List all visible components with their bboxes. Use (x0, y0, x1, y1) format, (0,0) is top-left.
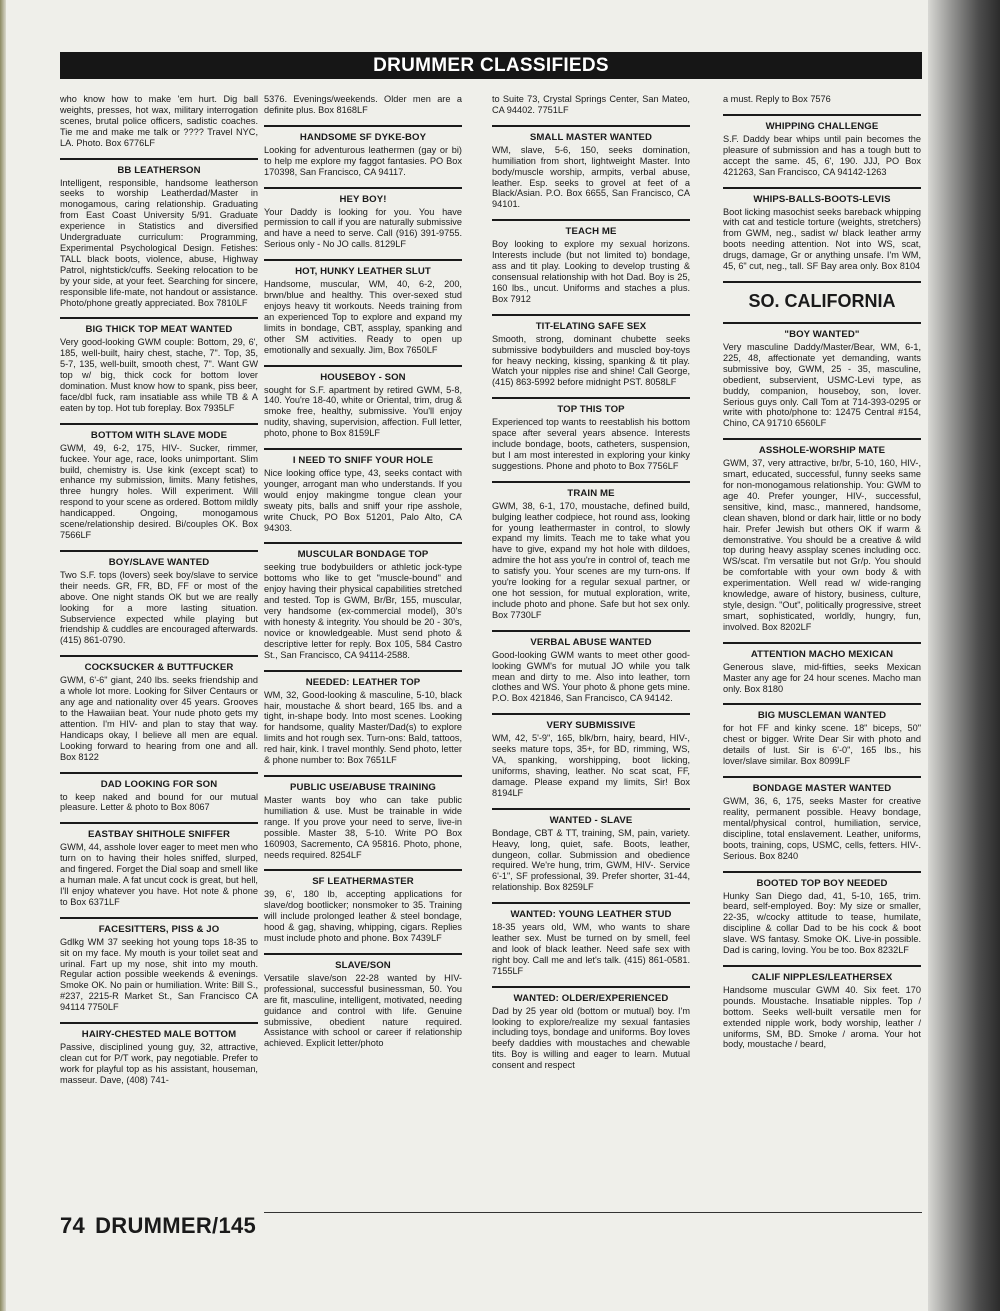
classified-ad (264, 94, 462, 116)
ad-title: I NEED TO SNIFF YOUR HOLE (292, 455, 434, 467)
ad-divider (723, 114, 921, 116)
ad-body: 39, 6', 180 lb, accepting applications for slave/dog bootlicker; nonsmoker to 35. Training will include prolonged leather & steel bondage, hood & gag, shaving, whipping, cigars. Replies must include photo and phone. Box 7439LF (264, 889, 462, 944)
ad-divider (60, 822, 258, 824)
ad-divider (264, 775, 462, 777)
classified-ad (492, 713, 690, 798)
ad-title: WANTED: OLDER/EXPERIENCED (513, 992, 669, 1004)
ad-body: Boot licking masochist seeks bareback whipping with cat and testicle torture (weights, stretchers) from GWM, neg., sadist w/ black leather army boots needing attention. Not into WS, scat, drugs, damage, Gr or anything unsafe. I'm WM, 45, 6" cut, neg., tall. SF Bay area only. Box 8104 (723, 206, 921, 272)
classified-ad (60, 94, 258, 149)
ad-divider (723, 281, 921, 283)
ad-title: TIT-ELATING SAFE SEX (535, 320, 647, 332)
ad-body: WM, 42, 5'-9", 165, blk/brn, hairy, beard, HIV-, seeks mature tops, 35+, for BD, rimming, WS, VA, spanking, worshipping, boot licking, uniforms, shaving, leather. No scat scat, FF, damage. Please expand my limits, Sir! Box 8194LF (492, 733, 690, 798)
ad-title: VERY SUBMISSIVE (546, 720, 636, 732)
ad-divider (723, 965, 921, 967)
ad-body: Hunky San Diego dad, 41, 5-10, 165, trim. beard, self-employed. Boy: My size or smaller, 22-35, w/cocky attitude to tease, humilate, discipline & collar Dad to be his cock & boot slave. WS fantasy. Smoke OK. Live-in possible. Dad is caring, loving. You be too. Box 8232LF (723, 890, 921, 956)
classified-ad (264, 775, 462, 860)
ad-body: Versatile slave/son 22-28 wanted by HIV- professional, successful businessman, 50. You are fit, masculine, intelligent, motivated, needing guidance and control with life. Genuine submissive, obedient nature required. Assistance with school or career if relationship achieved. Explicit letter/photo (264, 972, 462, 1049)
ad-title: NEEDED: LEATHER TOP (305, 676, 421, 688)
ad-body: Very good-looking GWM couple: Bottom, 29, 6', 185, well-built, hairy chest, stache, 7". Top, 35, 5-7, 135, well-built, smooth chest, 7". Want GW top w/ big, thick cock for bottom lover domination. Must know how to spank, piss beer, face/dbl fuck, ram insatiable ass while TB & A eaten by top. Hot tub foreplay. Box 7935LF (60, 337, 258, 413)
classified-ad (60, 917, 258, 1013)
ad-title: VERBAL ABUSE WANTED (530, 636, 652, 648)
ad-body: GWM, 44, asshole lover eager to meet men who turn on to having their holes sniffed, slurped, and fingered. Forget the Dial soap and smell like a human male. A fat uncut cock is great, but hell, I'll enjoy whatever you have. Hot note & phone to Box 6371LF (60, 842, 258, 907)
classified-ad (723, 322, 921, 429)
ad-title: WHIPS-BALLS-BOOTS-LEVIS (753, 193, 891, 205)
ad-divider (264, 869, 462, 871)
classified-ad (723, 187, 921, 272)
classified-ad (60, 1022, 258, 1086)
ad-title: HEY BOY! (339, 193, 387, 205)
ad-body: to keep naked and bound for our mutual pleasure. Letter & photo to Box 8067 (60, 791, 258, 813)
ad-body: Very masculine Daddy/Master/Bear, WM, 6-1, 225, 48, affectionate yet demanding, wants submissive boy, GWM, 25 - 35, masculine, obedient, subservient, USMC-Levi type, as buddy, companion, houseboy, son, lover. Serious guys only. Call Tom at 714-393-0295 or write with photo/phone to: 12475 Central #154, Chino, CA 91710 6560LF (723, 341, 921, 429)
ad-divider (264, 365, 462, 367)
classified-ad (264, 869, 462, 944)
page-number: 74 (60, 1213, 86, 1238)
classified-ad (723, 438, 921, 633)
ad-title: WHIPPING CHALLENGE (765, 120, 879, 132)
ad-divider (492, 713, 690, 715)
ad-title: DAD LOOKING FOR SON (100, 778, 218, 790)
classified-ad (492, 314, 690, 389)
ad-title: PUBLIC USE/ABUSE TRAINING (290, 781, 436, 793)
classified-ad (264, 448, 462, 533)
ad-divider (264, 187, 462, 189)
ad-title: BOOTED TOP BOY NEEDED (756, 877, 888, 889)
ad-title: "BOY WANTED" (784, 328, 860, 340)
ad-title: WANTED - SLAVE (549, 814, 633, 826)
ad-divider (492, 986, 690, 988)
page-header: DRUMMER CLASSIFIEDS (60, 52, 922, 79)
classified-ad (492, 219, 690, 304)
ad-body: S.F. Daddy bear whips until pain becomes the pleasure of submission and has a tough butt to accept the same. 45, 6', 190. JJJ, PO Box 421263, San Francisco, CA 94142-1263 (723, 133, 921, 177)
ad-title: FACESITTERS, PISS & JO (98, 923, 220, 935)
ad-divider (723, 871, 921, 873)
ad-title: BONDAGE MASTER WANTED (752, 783, 892, 795)
classified-ad (60, 822, 258, 907)
ad-body: GWM, 49, 6-2, 175, HIV-. Sucker, rimmer, fuckee. Your age, race, looks unimportant. Slim build, chemistry is. Use kink (except scat) to enhance my submission, limits. Many fetishes, three hungry holes. Will experiment. Will respond to your scene as ordered. Bottom mildly handicapped. Ongoing, monogamous scene/relationship desired. Bi/couples OK. Box 7566LF (60, 442, 258, 540)
ad-body: GWM, 6'-6" giant, 240 lbs. seeks friendship and a whole lot more. Looking for Silver Centaurs or any age and nationality over 45 years. Grooves to the Hawaiian beat. Your nude photo gets my attention. I'm HIV- and plan to stay that way. Handicaps okay, I believe all men are equal. Looking forward to hearing from one and all. Box 8122 (60, 675, 258, 762)
classified-ad (723, 114, 921, 178)
ad-title: BB LEATHERSON (117, 164, 201, 176)
ad-body: Intelligent, responsible, handsome leatherson seeks to worship Leatherdad/Master in monogamous, caring relationship. Graduating from East Coast University 5/91. Graduate experience in Statistics and diversified Undergraduate curriculum: Programming, Experimental Psychological Design. Fetishes: TALL black boots, violence, abuse, Highway Patrol, nightstick/cuffs. Seeking relocation to be by your side, at your feet. Searching for sincere, responsible life-mate, not handout or assistance. Photo/phone greatly appreciated. Box 7810LF (60, 177, 258, 308)
ad-body: WM, slave, 5-6, 150, seeks domination, humiliation from short, lightweight Master. Into body/muscle worship, armpits, verbal abuse, leather. Esp. seeks to grovel at feet of a Black/Asian. P.O. Box 6655, San Francisco, CA 94101. (492, 144, 690, 210)
classifieds-column-2 (264, 94, 462, 1049)
classified-ad (723, 965, 921, 1050)
ad-body: Handsome, muscular, WM, 40, 6-2, 200, brwn/blue and healthy. This over-sexed stud enjoys heavy tit workouts. Needs training from an experienced Top to explore and expand my limits in bondage, CBT, assplay, spanking and other SM activities. Ready to open up emotionally and sexually. Jim, Box 7650LF (264, 279, 462, 355)
ad-title: SMALL MASTER WANTED (529, 131, 653, 143)
ad-divider (60, 158, 258, 160)
classifieds-column-1 (60, 94, 258, 1086)
ad-divider (60, 423, 258, 425)
ad-title: HANDSOME SF DYKE-BOY (299, 131, 427, 143)
ad-divider (492, 397, 690, 399)
classified-ad (723, 871, 921, 956)
ad-divider (492, 125, 690, 127)
classified-ad (492, 397, 690, 472)
ad-body: GWM, 37, very attractive, br/br, 5-10, 160, HIV-, smart, educated, successful, funny seeks same for non-monogamous relationship. You: GWM to age 40. Prefer younger, HIV-, successful, sensitive, kind, masc., mannered, handsome, clean shaven, blond or dark hair, little or no body hair. Prefer Jewish but others OK if warm & demonstrative. You should be a creative & wild top during heavy assplay scenes including occ. WS/scat. I'm versatile but not Gr/p. You should be comfortable with your own body & with experimentation. Well read w/ wide-ranging knowledge, aware of history, business, culture, style, design. "Out", politically progressive, street smart, sophisticated, worldly, hungry, fun, involved. Box 8202LF (723, 458, 922, 632)
classified-ad (264, 259, 462, 355)
classified-ad (264, 670, 462, 766)
ad-divider (264, 448, 462, 450)
classified-ad (264, 542, 462, 660)
ad-title: TOP THIS TOP (557, 404, 625, 416)
ad-title: HAIRY-CHESTED MALE BOTTOM (81, 1029, 237, 1041)
classified-ad (60, 423, 258, 541)
ad-body: Bondage, CBT & TT, training, SM, pain, variety. Heavy, long, quiet, safe. Boots, leather, dungeon, collar. Submission and obedience required. We're hung, trim, GWM, HIV-. Service 6'-1", SF professional, 39. Prefer shorter, 31-44, relationship. Box 8259LF (492, 827, 690, 893)
ad-body: Two S.F. tops (lovers) seek boy/slave to service their needs. GR, FR, BD, FF or most of the above. One night stands OK but we are really looking for a more lasting situation. Subservience expected while playing but friendship & cuddles are encouraged afterwards. (415) 861-0790. (60, 569, 258, 646)
ad-divider (492, 314, 690, 316)
ad-divider (723, 322, 921, 324)
section-title: SO. CALIFORNIA (748, 290, 896, 311)
ad-body: Smooth, strong, dominant chubette seeks submissive bodybuilders and muscled boy-toys for heavy necking, kissing, spanking & tit play. Watch your nipples rise and shine! Call George, (415) 863-5992 before midnight PST. 8058LF (492, 333, 690, 388)
ad-body: Boy looking to explore my sexual horizons. Interests include (but not limited to) bondage, ass and tit play. Looking to develop trusting & consensual relationship with hot Dad. Boy is 25, 160 lbs., uncut. Uniforms and staches a plus. Box 7912 (492, 239, 690, 304)
ad-title: COCKSUCKER & BUTTFUCKER (84, 662, 234, 674)
ad-body: Passive, disciplined young guy, 32, attractive, clean cut for P/T work, pay negotiable. Prefer to work for playful top as his assistant, houseman, masseur. Dave, (408) 741- (60, 1042, 258, 1085)
ad-title: HOUSEBOY - SON (320, 371, 406, 383)
ad-title: WANTED: YOUNG LEATHER STUD (510, 909, 672, 921)
ad-divider (60, 550, 258, 552)
ad-title: ATTENTION MACHO MEXICAN (750, 648, 894, 660)
page-edge-right (928, 0, 1000, 1311)
classified-ad (264, 125, 462, 178)
ad-divider (60, 917, 258, 919)
ad-body: Good-looking GWM wants to meet other good-looking GWM's for mutual JO while you talk mean and dirty to me. Also into leather, torn clothes and WS. Your photo & phone gets mine. P.O. Box 421846, San Francisco, CA 94142. (492, 649, 690, 704)
ad-divider (60, 1022, 258, 1024)
ad-divider (492, 630, 690, 632)
classified-ad (60, 550, 258, 646)
ad-divider (723, 776, 921, 778)
ad-body: to Suite 73, Crystal Springs Center, San Mateo, CA 94402. 7751LF (492, 94, 690, 115)
ad-body: Generous slave, mid-fifties, seeks Mexican Master any age for 24 hour scenes. Macho man only. Box 8180 (723, 661, 921, 694)
ad-body: Dad by 25 year old (bottom or mutual) boy. I'm looking to explore/realize my sexual fantasies including toys, bondage and uniforms. Boy loves beefy daddies with moustaches and chewable tits. Boy is willing and eager to learn. Mutual consent and respect (492, 1005, 690, 1071)
classified-ad (60, 655, 258, 762)
ad-divider (723, 438, 921, 440)
page-edge-left (0, 0, 6, 1311)
ad-divider (723, 642, 921, 644)
ad-divider (492, 902, 690, 904)
ad-body: Your Daddy is looking for you. You have permission to call if you are naturally submissive and have a need to serve. Call (916) 391-9755. Serious only - No JO calls. 8129LF (264, 206, 462, 250)
ad-title: SLAVE/SON (335, 959, 391, 971)
ad-title: BOTTOM WITH SLAVE MODE (90, 429, 228, 441)
ad-divider (60, 655, 258, 657)
issue-label: DRUMMER/145 (95, 1213, 257, 1238)
classified-ad (492, 808, 690, 893)
bottom-divider (264, 1212, 922, 1213)
classified-ad (492, 986, 690, 1071)
ad-divider (492, 481, 690, 483)
ad-divider (492, 219, 690, 221)
classified-ad (723, 776, 921, 861)
classified-ad (723, 94, 921, 105)
ad-title: ASSHOLE-WORSHIP MATE (758, 445, 886, 457)
page-footer (60, 1213, 266, 1239)
ad-title: HOT, HUNKY LEATHER SLUT (295, 266, 431, 278)
classified-ad (723, 703, 921, 767)
ad-title: TEACH ME (565, 226, 617, 238)
ad-body: GWM, 38, 6-1, 170, moustache, defined build, bulging leather codpiece, hot round ass, looking for young leathermaster in control, to slowly expand my limits. Teach me to take what you have to give, expand my hot hole with dildoes, admire the hot ass you're in control of, teach me to satisfy you. Your scenes are my turn-ons. If you're looking for a regular sexual partner, or one hot session, for mutual exploration, write, include photo and phone. Safe but hot sex only. Box 7730LF (492, 500, 690, 620)
ad-body: GWM, 36, 6, 175, seeks Master for creative reality, permanent possible. Heavy bondage, mental/physical control, humiliation, service, discipline, total enslavement. Leather, uniforms, boots, training, cops, USMC, cells, fetters. HIV-. Serious. Box 8240 (723, 796, 921, 861)
ad-body: Handsome muscular GWM 40. Six feet. 170 pounds. Moustache. Insatiable nipples. Top / bottom. Seeks well-built versatile men for extended nipple work, body worship, leather / uniforms, SM, BD. Smoke / aroma. Your hot body, moustache / beard, (723, 984, 921, 1050)
ad-divider (723, 703, 921, 705)
ad-divider (264, 542, 462, 544)
ad-body: Nice looking office type, 43, seeks contact with younger, arrogant man who understands. If you would enjoy makingme tongue clean your sweaty pits, balls and sniff your ripe asshole, write Chuck, PO Box 51201, Palo Alto, CA 94303. (264, 468, 462, 533)
classified-ad (264, 953, 462, 1049)
ad-divider (264, 670, 462, 672)
ad-body: Looking for adventurous leathermen (gay or bi) to help me explore my faggot fantasies. PO Box 170398, San Francisco, CA 94117. (264, 144, 462, 177)
classified-ad (492, 125, 690, 210)
ad-divider (492, 808, 690, 810)
ad-title: CALIF NIPPLES/LEATHERSEX (751, 971, 893, 983)
section-heading-block (723, 281, 921, 313)
classified-ad (723, 642, 921, 695)
classified-ad (60, 317, 258, 413)
ad-divider (264, 125, 462, 127)
ad-body: seeking true bodybuilders or athletic jock-type bottoms who like to get "muscle-bound" and enjoy having their physical capabilities stretched and tested. Top is GWM, Br/Br, 155, muscular, very handsome (ex-commercial model), 30's with honesty & integrity. You should be 20 - 30's, novice or knowledgeable. Must send photo & descriptive letter for reply. Box 105, 584 Castro St., San Francisco, CA 94114-2588. (264, 562, 462, 660)
ad-title: SF LEATHERMASTER (312, 876, 414, 888)
ad-title: EASTBAY SHITHOLE SNIFFER (87, 829, 231, 841)
classified-ad (492, 630, 690, 705)
classifieds-column-4 (723, 94, 921, 1050)
ad-body: WM, 32, Good-looking & masculine, 5-10, black hair, moustache & short beard, 165 lbs. and a tight, in-shape body. Into most scenes. Looking for handsome, quality Master/Dad(s) to explore limits and hot rough sex. Turn-ons: Bald, tattoos, red hair, kink. I travel monthly. Send photo, letter & phone number to: Box 7651LF (264, 689, 462, 766)
ad-title: BIG MUSCLEMAN WANTED (757, 710, 887, 722)
ad-body: 5376. Evenings/weekends. Older men are a definite plus. Box 8168LF (264, 94, 462, 115)
ad-body: Experienced top wants to reestablish his bottom space after several years absence. Interests include bondage, boots, catheters, suspension, but I am most interested in exploring your kinky suggestions. Phone and photo to Box 7756LF (492, 417, 690, 471)
classified-ad (60, 772, 258, 814)
ad-divider (60, 317, 258, 319)
ad-body: Master wants boy who can take public humiliation & use. Must be trainable in wide range. If you prove your need to serve, live-in possible. Master 38, 5-10. Write PO Box 160903, Sacremento, CA 95816. Photo, phone, needs required. 8254LF (264, 794, 462, 860)
ad-title: BIG THICK TOP MEAT WANTED (85, 324, 233, 336)
classified-ad (492, 902, 690, 977)
classified-ad (60, 158, 258, 309)
ad-body: 18-35 years old, WM, who wants to share leather sex. Must be turned on by smell, feel and look of black leather. Need safe sex with right boy. Call me and let's talk. (415) 861-0581. 7155LF (492, 922, 690, 976)
ad-title: BOY/SLAVE WANTED (108, 556, 210, 568)
ad-divider (723, 187, 921, 189)
ad-title: TRAIN ME (567, 487, 615, 499)
ad-divider (264, 953, 462, 955)
ad-body: who know how to make 'em hurt. Dig ball weights, presses, hot wax, military interrogation scenes, brutal police officers, sadistic coaches. Tie me and make me talk or ???? Travel NYC, LA. Photo. Box 6776LF (60, 94, 258, 148)
ad-body: Gdlkg WM 37 seeking hot young tops 18-35 to sit on my face. My mouth is your toilet seat and urinal. Fart up my nose, shit into my mouth. Regular action possible weekends & evenings. Smoke OK. No pain or humiliation. Write: Bill S., #237, 2215-R Market St., San Francisco CA 94114 7750LF (60, 936, 258, 1013)
classified-ad (492, 481, 690, 621)
ad-body: for hot FF and kinky scene. 18" biceps, 50" chest or bigger. Write Dear Sir with photo and details of lust. Sir is 6'-0", 165 lbs., his lover/slave similar. Box 8099LF (723, 723, 921, 767)
ad-divider (264, 259, 462, 261)
classified-ad (264, 187, 462, 251)
classified-ad (264, 365, 462, 440)
ad-body: sought for S.F. apartment by retired GWM, 5-8, 140. You're 18-40, white or Oriental, trim, drug & smoke free, healthy, submissive. You'll enjoy nudity, shaving, supervision, affection. Full letter, photo, phone to Box 8159LF (264, 384, 462, 439)
ad-body: a must. Reply to Box 7576 (723, 94, 831, 104)
classified-ad (492, 94, 690, 116)
ad-divider (60, 772, 258, 774)
classifieds-column-3 (492, 94, 690, 1071)
ad-title: MUSCULAR BONDAGE TOP (297, 549, 429, 561)
